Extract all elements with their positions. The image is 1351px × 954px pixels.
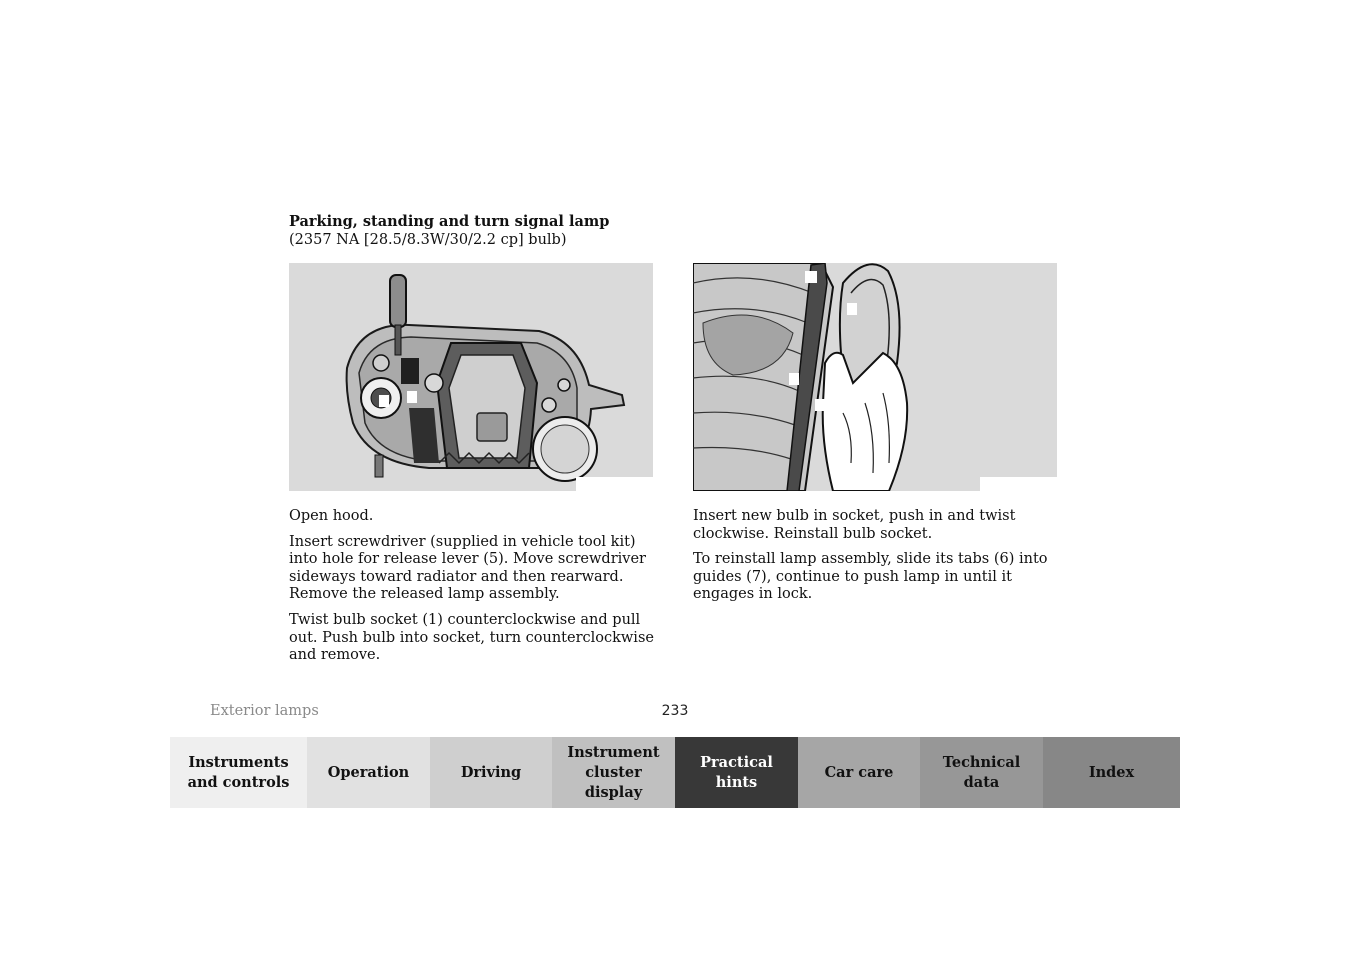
tab-operation[interactable]: Operation — [307, 737, 430, 808]
instruction-paragraph: Twist bulb socket (1) counterclockwise and pull out. Push bulb into socket, turn counterclockwise and remove. — [289, 611, 654, 664]
figure-corner-notch — [576, 477, 653, 491]
tab-practical-hints[interactable]: Practical hints — [675, 737, 798, 808]
section-heading — [289, 213, 709, 249]
instruction-paragraph: To reinstall lamp assembly, slide its tabs (6) into guides (7), continue to push lamp in until it engages in lock. — [693, 551, 1048, 603]
tab-car-care[interactable]: Car care — [798, 737, 920, 808]
tab-instrument-cluster-display[interactable]: Instrument cluster display — [552, 737, 675, 808]
left-instructions — [289, 508, 657, 673]
lamp-removal-illustration — [693, 263, 1057, 491]
tab-instruments-and-controls[interactable]: Instruments and controls — [170, 737, 307, 808]
tab-index[interactable]: Index — [1043, 737, 1180, 808]
hand-removing-lamp-assembly-icon — [693, 263, 1057, 491]
tab-technical-data[interactable]: Technical data — [920, 737, 1043, 808]
headlamp-assembly-illustration — [289, 263, 653, 491]
headlamp-assembly-rear-view-icon — [289, 263, 653, 491]
section-label: Exterior lamps — [210, 703, 319, 719]
right-instructions — [693, 508, 1061, 612]
tab-driving[interactable]: Driving — [430, 737, 552, 808]
instruction-paragraph: Insert new bulb in socket, push in and twist clockwise. Reinstall bulb socket. — [693, 508, 1016, 542]
instruction-paragraph: Insert screwdriver (supplied in vehicle tool kit) into hole for release lever (5). Move screwdriver sideways toward radiator and then rearward. Remove the released lamp assembly. — [289, 533, 646, 603]
heading-title: Parking, standing and turn signal lamp — [289, 213, 610, 230]
instruction-paragraph: Open hood. — [289, 508, 374, 524]
figure-corner-notch — [980, 477, 1057, 491]
chapter-nav-tabs — [170, 737, 1180, 808]
heading-subtitle: (2357 NA [28.5/8.3W/30/2.2 cp] bulb) — [289, 232, 567, 248]
page-number: 233 — [661, 703, 689, 719]
